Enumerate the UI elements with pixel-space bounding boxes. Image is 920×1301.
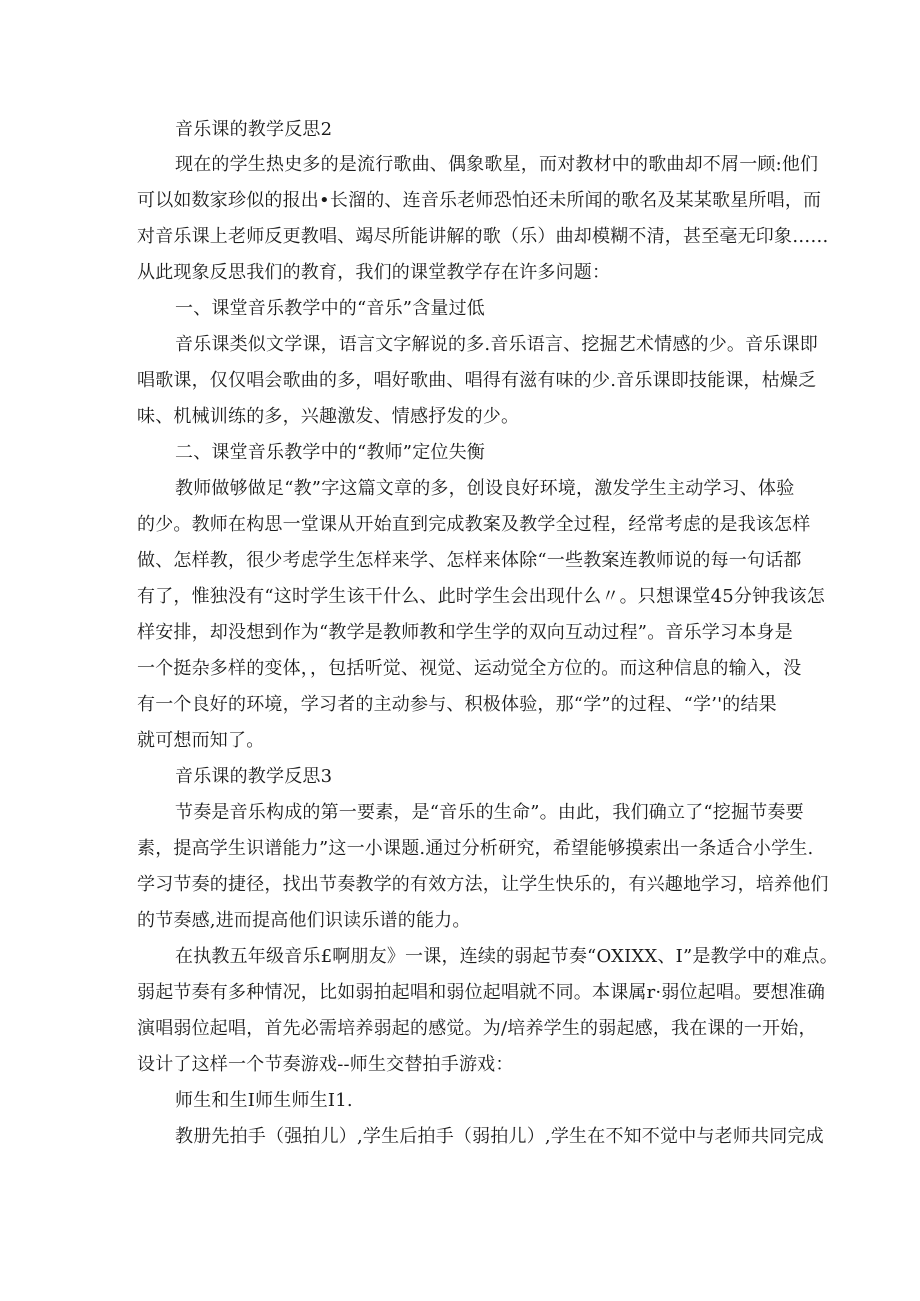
paragraph-line: 的少。教师在构思一堂课从开始直到完成教案及教学全过程，经常考虑的是我该怎样 — [137, 514, 811, 535]
paragraph-line: 节奏是音乐构成的第一要素，是“音乐的生命”。由此，我们确立了“挖掘节奏要 — [175, 802, 804, 823]
rhythm-notation-line: 师生和生I师生师生I1. — [175, 1090, 353, 1111]
paragraph-line: 一个挺杂多样的变体，，包括听觉、视觉、运动觉全方位的。而这种信息的输入，没 — [137, 658, 802, 679]
subheading: 一、课堂音乐教学中的“音乐”含量过低 — [175, 298, 486, 319]
paragraph-line: 现在的学生热史多的是流行歌曲、偶象歌星，而对教材中的歌曲却不屑一顾:他们 — [175, 154, 819, 175]
paragraph-line: 做、怎样教，很少考虑学生怎样来学、怎样来体除“一些教案连教师说的每一句话都 — [137, 550, 802, 571]
paragraph-line: 在执教五年级音乐£啊朋友》一课，连续的弱起节奏“OXIXX、I”是教学中的难点。 — [175, 946, 838, 967]
paragraph-line: 有了，惟独没有“这时学生该干什么、此时学生会出现什么〃。只想课堂45分钟我该怎 — [137, 586, 825, 607]
paragraph-line: 设计了这样一个节奏游戏--师生交替拍手游戏： — [137, 1054, 514, 1075]
paragraph-line: 可以如数家珍似的报出•长溜的、连音乐老师恐怕还未所闻的歌名及某某歌星所唱，而 — [137, 190, 822, 211]
paragraph-line: 样安排，却没想到作为“教学是教师教和学生学的双向互动过程”。音乐学习本身是 — [137, 622, 793, 643]
paragraph-line: 就可想而知了。 — [137, 730, 265, 751]
paragraph-line: 教师做够做足“教”字这篇文章的多，创设良好环境，激发学生主动学习、体验 — [175, 478, 795, 499]
paragraph-line: 教册先拍手（强拍儿）,学生后拍手（弱拍儿）,学生在不知不觉中与老师共同完成 — [175, 1126, 824, 1147]
paragraph-line: 对音乐课上老师反更教唱、竭尽所能讲解的歌（乐）曲却模糊不清，甚至毫无印象…… — [137, 226, 829, 247]
subheading: 二、课堂音乐教学中的“教师”定位失衡 — [175, 442, 486, 463]
paragraph-line: 弱起节奏有多种情况，比如弱拍起唱和弱位起唱就不同。本课属r·弱位起唱。要想准确 — [137, 982, 826, 1003]
paragraph-line: 的节奏感,进而提高他们识读乐谱的能力。 — [137, 910, 471, 931]
paragraph-line: 学习节奏的捷径，找出节奏教学的有效方法，让学生快乐的，有兴趣地学习，培养他们 — [137, 874, 829, 895]
paragraph-line: 音乐课类似文学课，语言文字解说的多.音乐语言、挖掘艺术情感的少。音乐课即 — [175, 334, 818, 355]
section-heading: 音乐课的教学反思2 — [175, 119, 333, 140]
paragraph-line: 演唱弱位起唱，首先必需培养弱起的感觉。为/培养学生的弱起感，我在课的一开始， — [137, 1018, 817, 1039]
paragraph-line: 唱歌课，仅仅唱会歌曲的多，唱好歌曲、唱得有滋有味的少.音乐课即技能课，枯燥乏 — [137, 370, 817, 391]
paragraph-line: 从此现象反思我们的教育，我们的课堂教学存在许多问题： — [137, 262, 611, 283]
paragraph-line: 味、机械训练的多，兴趣激发、情感抒发的少。 — [137, 406, 520, 427]
section-heading: 音乐课的教学反思3 — [175, 766, 333, 787]
paragraph-line: 有一个良好的环境，学习者的主动参与、积极体验，那“学”的过程、“学’'的结果 — [137, 694, 777, 715]
paragraph-line: 素，提高学生识谱能力”这一小课题.通过分析研究，希望能够摸索出一条适合小学生. — [137, 838, 814, 859]
